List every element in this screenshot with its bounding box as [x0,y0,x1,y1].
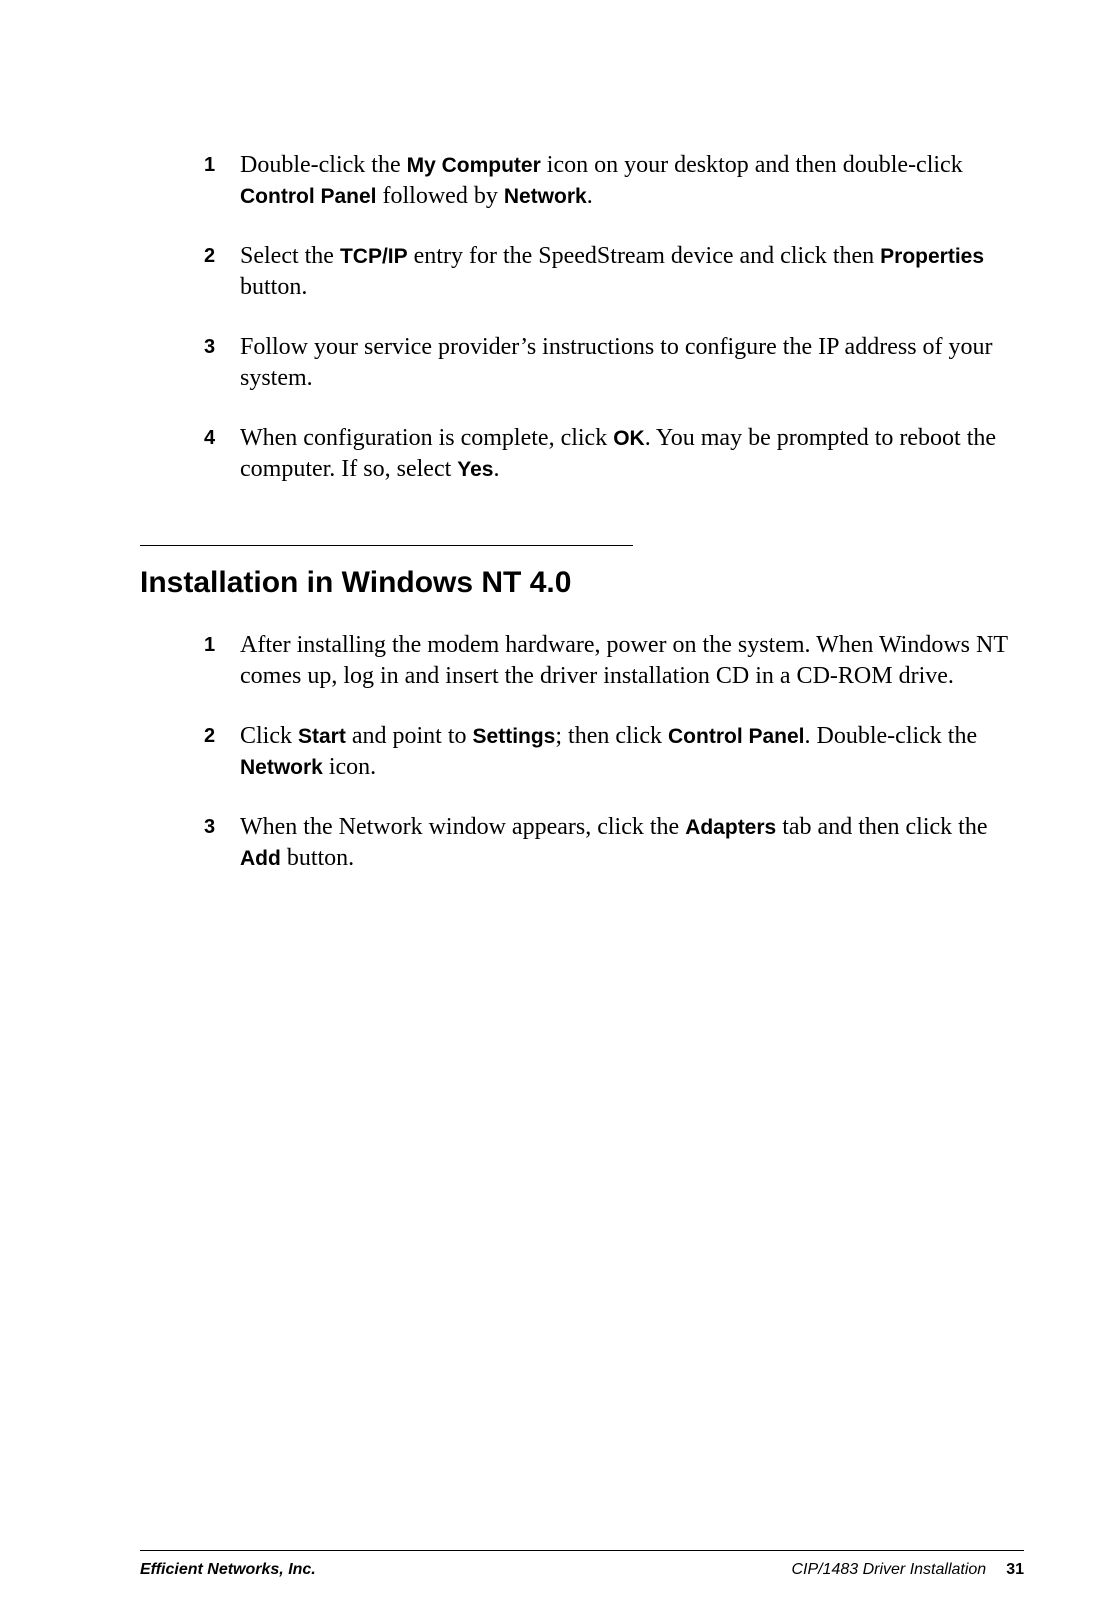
step-number: 2 [204,245,216,267]
windows-nt-steps-list [204,630,1024,903]
step-text: button. [240,274,308,300]
ui-term: My Computer [406,154,541,177]
step-item [204,812,1024,874]
step-number: 4 [204,427,216,449]
ui-term: Control Panel [668,725,805,748]
step-text: icon on your desktop and then double-click [540,152,963,178]
footer-company: Efficient Networks, Inc. [140,1561,316,1578]
section-divider [140,545,633,546]
step-item [204,630,1024,692]
section-heading: Installation in Windows NT 4.0 [140,566,572,599]
step-number: 3 [204,816,216,838]
footer-doc-title: CIP/1483 Driver Installation [791,1561,987,1578]
windows-98-steps-list [204,150,1024,514]
ui-term: TCP/IP [339,245,408,268]
step-text: When configuration is complete, click [240,425,614,451]
step-text: Click [240,723,298,749]
step-text: tab and then click the [776,814,988,840]
ui-term: Network [503,185,587,208]
ui-term: Yes [457,458,494,481]
step-item [204,332,1024,394]
step-item [204,721,1024,783]
footer-divider [140,1550,1024,1551]
page-number: 31 [1006,1561,1024,1578]
step-text: . [493,456,500,482]
footer-doc-info [791,1561,1024,1579]
ui-term: Start [298,725,346,748]
ui-term: Control Panel [240,185,377,208]
step-item [204,241,1024,303]
step-text: and point to [345,723,473,749]
ui-term: OK [613,427,645,450]
step-text: . [586,183,593,209]
ui-term: Adapters [685,816,777,839]
step-item [204,423,1024,485]
step-text: After installing the modem hardware, power on the system. When Windows NT comes up, log in and insert the driver installation CD in a CD-ROM drive. [240,632,1008,689]
page-footer [140,1561,1024,1587]
step-text: When the Network window appears, click the [240,814,686,840]
step-text: button. [280,845,355,871]
step-text: Select the [240,243,340,269]
step-text: . Double-click the [804,723,978,749]
step-text: followed by [376,183,504,209]
step-number: 1 [204,634,216,656]
ui-term: Properties [880,245,985,268]
step-number: 1 [204,154,216,176]
step-text: icon. [322,754,377,780]
ui-term: Settings [472,725,556,748]
step-number: 3 [204,336,216,358]
ui-term: Add [240,847,281,870]
step-text: Follow your service provider’s instructions to configure the IP address of your system. [240,334,993,391]
step-text: ; then click [555,723,668,749]
step-text: . You may be prompted to reboot the computer. If so, select [240,425,997,482]
step-text: Double-click the [240,152,407,178]
ui-term: Network [240,756,323,779]
step-item [204,150,1024,212]
step-text: entry for the SpeedStream device and click then [407,243,881,269]
step-number: 2 [204,725,216,747]
